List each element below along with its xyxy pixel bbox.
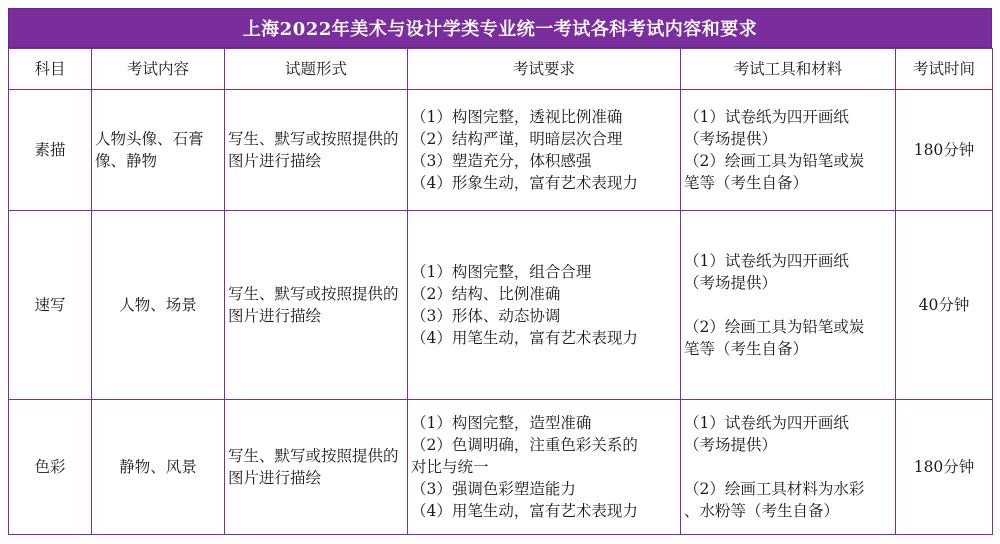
tool-line: （2）绘画工具材料为水彩	[684, 480, 865, 498]
requirement-line: （1）构图完整，透视比例准确	[411, 108, 623, 126]
table-title: 上海2022年美术与设计学类专业统一考试各科考试内容和要求	[8, 8, 992, 48]
tool-line: 笔等（考生自备）	[684, 340, 809, 358]
tool-line: （考场提供）	[684, 274, 778, 292]
tool-line: （1）试卷纸为四开画纸	[684, 414, 849, 432]
cell-requirements	[408, 211, 681, 400]
requirement-line: （4）用笔生动，富有艺术表现力	[411, 502, 638, 520]
tool-line: （1）试卷纸为四开画纸	[684, 252, 849, 270]
tool-line: （考场提供）	[684, 436, 778, 454]
tool-line: （2）绘画工具为铅笔或炭	[684, 318, 865, 336]
header-subject: 科目	[9, 49, 92, 90]
cell-format: 写生、默写或按照提供的图片进行描绘	[225, 400, 408, 535]
cell-format: 写生、默写或按照提供的图片进行描绘	[225, 90, 408, 211]
requirement-line: （4）形象生动，富有艺术表现力	[411, 174, 638, 192]
header-tools: 考试工具和材料	[681, 49, 896, 90]
cell-tools	[681, 211, 896, 400]
exam-table-container	[8, 8, 992, 538]
cell-content: 人物头像、石膏像、静物	[92, 90, 225, 211]
table-row-quick-sketch	[9, 211, 993, 400]
requirement-line: 对比与统一	[411, 458, 489, 476]
cell-requirements	[408, 400, 681, 535]
tool-line: （考场提供）	[684, 130, 778, 148]
cell-content: 人物、场景	[92, 211, 225, 400]
cell-format: 写生、默写或按照提供的图片进行描绘	[225, 211, 408, 400]
requirement-line: （2）色调明确，注重色彩关系的	[411, 436, 638, 454]
cell-subject: 速写	[9, 211, 92, 400]
requirement-line: （3）塑造充分，体积感强	[411, 152, 592, 170]
cell-time: 180分钟	[896, 90, 993, 211]
table-row-color	[9, 400, 993, 535]
header-requirements: 考试要求	[408, 49, 681, 90]
requirement-line: （3）形体、动态协调	[411, 307, 561, 325]
header-time: 考试时间	[896, 49, 993, 90]
requirement-line: （1）构图完整，组合合理	[411, 263, 592, 281]
cell-tools	[681, 90, 896, 211]
tool-line: （2）绘画工具为铅笔或炭	[684, 152, 865, 170]
requirement-line: （1）构图完整，造型准确	[411, 414, 592, 432]
header-row	[9, 49, 993, 90]
header-content: 考试内容	[92, 49, 225, 90]
exam-table	[8, 48, 993, 535]
cell-subject: 素描	[9, 90, 92, 211]
tool-line: 、水粉等（考生自备）	[684, 502, 840, 520]
requirement-line: （3）强调色彩塑造能力	[411, 480, 576, 498]
requirement-line: （2）结构、比例准确	[411, 285, 561, 303]
requirement-line: （4）用笔生动，富有艺术表现力	[411, 329, 638, 347]
cell-subject: 色彩	[9, 400, 92, 535]
cell-time: 180分钟	[896, 400, 993, 535]
tool-line: （1）试卷纸为四开画纸	[684, 108, 849, 126]
cell-time: 40分钟	[896, 211, 993, 400]
header-format: 试题形式	[225, 49, 408, 90]
cell-requirements	[408, 90, 681, 211]
tool-line: 笔等（考生自备）	[684, 174, 809, 192]
cell-tools	[681, 400, 896, 535]
cell-content: 静物、风景	[92, 400, 225, 535]
requirement-line: （2）结构严谨，明暗层次合理	[411, 130, 623, 148]
table-row-sketch	[9, 90, 993, 211]
